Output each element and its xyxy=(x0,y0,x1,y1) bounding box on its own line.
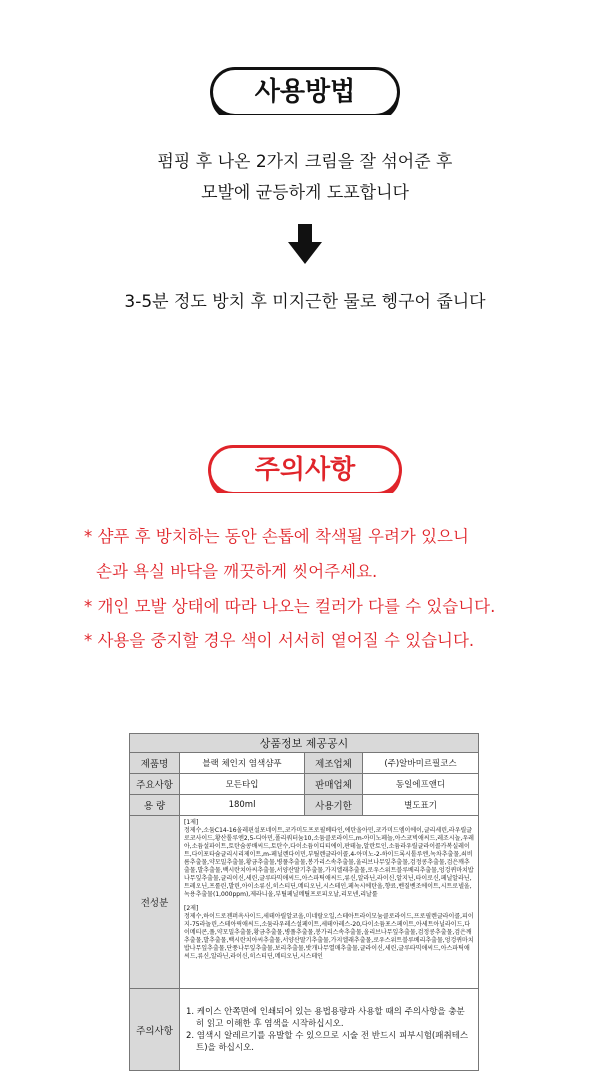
label-manufacturer: 제조업체 xyxy=(305,753,363,774)
label-main-spec: 주요사항 xyxy=(130,774,180,795)
usage-step2: 3-5분 정도 방치 후 미지근한 물로 헹구어 줍니다 xyxy=(124,292,486,312)
label-seller: 판매업체 xyxy=(305,774,363,795)
label-notes: 주의사항 xyxy=(130,989,180,1071)
caution-title: 주의사항 xyxy=(208,445,402,495)
notes-cell xyxy=(180,989,479,1071)
ingredients-part-1: [1제] 정제수,소듐C14-16올레핀설포네이트,코카미도프로필베타인,에탄올아민,코카미드엠이에이,글리세린,라우릴글로코사이드,황산톨루엔2,5-디아민,폴리쿼터늄10,소듐클로라이드,m-아미노페놀,아스코빅애씨드,레조시놀,우레아,소듐설파이트,토탄숨콩배씨드,토탄수,다이소듐이디티에이,판테놀,알란토인,소듐라우릴글라이콜카복실레이트,다이포타슘글리시리제이트,m-페닐렌다이민,부틸렌글라이콜,4-아미노-2-하이드록시톨루엔,녹차추출물,쇠비름추출물,약모밀추출물,황금추출물,병풀추출물,봉가리스속추출물,울리브나무잎추출물,검정콩추출물,검은깨추출물,발추출물,백시란치아씨추출물,서양산딸기추출물,가지엘래추출물,로우스위트블루베리추출물,엉겅퀴마치밥나무잎추출물,글리이신,세린,글루타믹애씨드,아스파틱애씨드,류신,알라닌,라이신,알지닌,타이로신,페닐알라닌,트레오닌,프롤린,발린,아이소류신,히스티딘,메티오닌,시스테인,페녹시에탄올,향료,벤질벤조에이트,시트로넬올,녹용추출물(1,000ppm),제라니올,부틸페닐메틸프로피오날,리모넨,리날룰 xyxy=(184,819,474,898)
value-seller: 동일에프앤디 xyxy=(363,774,479,795)
label-volume: 용 량 xyxy=(130,795,180,816)
usage-step1-line2: 모발에 균등하게 도포합니다 xyxy=(201,183,409,203)
label-product-name: 제품명 xyxy=(130,753,180,774)
value-volume: 180ml xyxy=(180,795,305,816)
down-arrow-icon xyxy=(288,224,322,264)
value-expiry: 별도표기 xyxy=(363,795,479,816)
note-2: 2. 염색시 알레르기를 유발할 수 있으므로 시술 전 반드시 피부시험(패취테스트)을 하십시오. xyxy=(186,1030,469,1053)
caution-line-4: * 사용을 중지할 경우 색이 서서히 옅어질 수 있습니다. xyxy=(84,631,475,650)
product-info-caption: 상품정보 제공공시 xyxy=(130,734,479,753)
caution-line-1: * 샴푸 후 방치하는 동안 손톱에 착색될 우려가 있으니 xyxy=(84,527,469,546)
label-expiry: 사용기한 xyxy=(305,795,363,816)
usage-step1-line1: 펌핑 후 나온 2가지 크림을 잘 섞어준 후 xyxy=(157,152,453,172)
product-info-table xyxy=(129,733,478,1071)
ingredients-part-2: [2제] 정제수,하이드로젠퍼옥사이드,세테아릴알코올,미네랄오일,스테아트라이모늄클로라이드,프로필렌글라이콜,피이지-75라놀린,스테아릭애씨드,소듐라우레스설페이트,세테아레스-20,다이소듐포스페이트,아세트아닐라이드,다이메티콘,풀,약모밀추출물,황금추출물,병풀추출물,봉가리스속추출물,올리브나무잎추출물,검정콩추출물,검은깨추출물,발추출물,백시란치아씨추출물,서양산딸기추출물,가지엘래추출물,로우스위트블루베리추출물,엉겅퀴마치밥나무잎추출물,단풍나무잎추출물,보리추출물,밧개나무열매추출물,글라이신,세린,글루타믹애씨드,아스파틱애씨드,류신,알라닌,라이신,히스티딘,메티오닌,시스테인 xyxy=(184,905,474,960)
value-manufacturer: (주)알바미르필코스 xyxy=(363,753,479,774)
note-1: 1. 케이스 안쪽면에 인쇄되어 있는 용법용량과 사용할 때의 주의사항을 충분히 읽고 이해한 후 염색을 시작하십시오. xyxy=(186,1006,465,1029)
ingredients-cell xyxy=(180,816,479,989)
value-product-name: 블랙 체인지 염색샴푸 xyxy=(180,753,305,774)
caution-line-2: 손과 욕실 바닥을 깨끗하게 씻어주세요. xyxy=(96,562,378,581)
caution-line-3: * 개인 모발 상태에 따라 나오는 컬러가 다를 수 있습니다. xyxy=(84,597,496,616)
usage-title: 사용방법 xyxy=(210,67,400,117)
value-main-spec: 모든타입 xyxy=(180,774,305,795)
label-ingredients: 전성분 xyxy=(130,816,180,989)
